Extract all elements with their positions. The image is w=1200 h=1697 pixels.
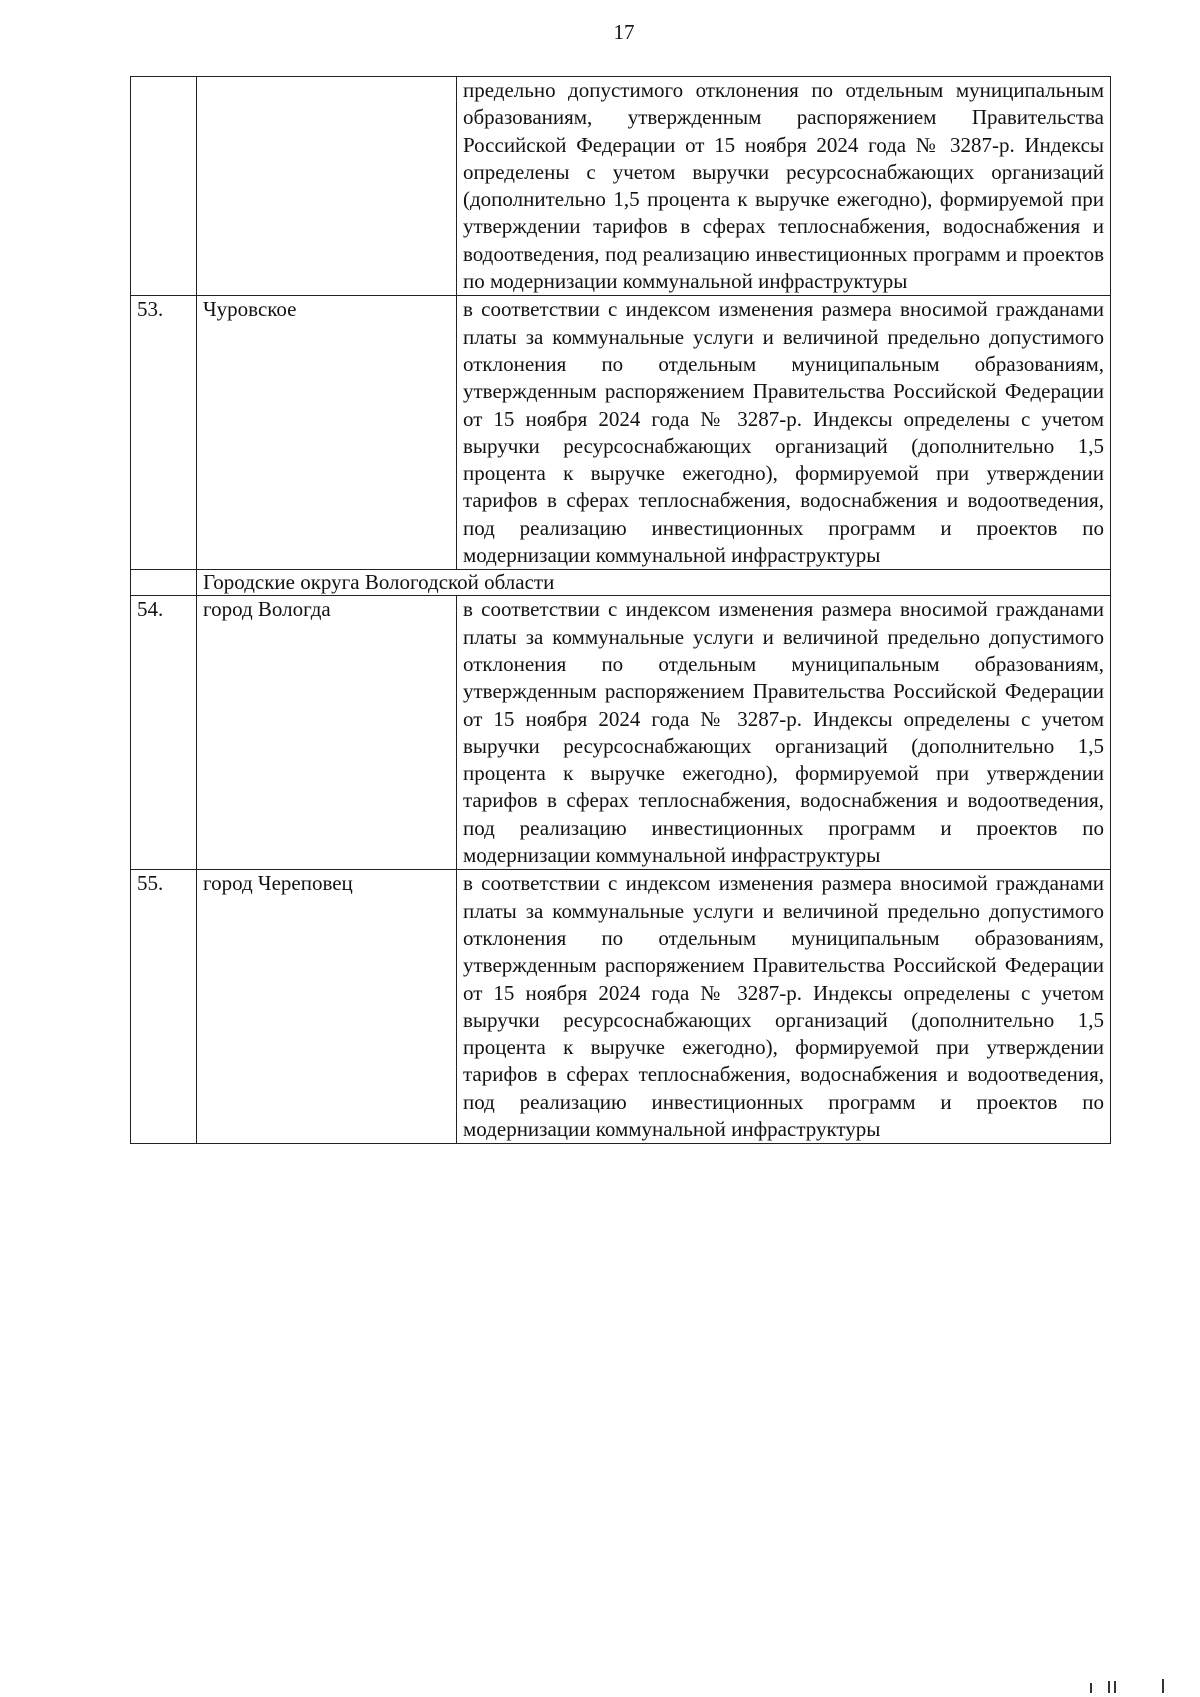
- table-row-55: [131, 870, 1111, 1144]
- municipality-name: город Вологда: [197, 596, 457, 870]
- section-row-city-districts: [131, 570, 1111, 596]
- row-description: в соответствии с индексом изменения размера вносимой гражданами платы за коммунальные услуги и величиной предельно допустимого отклонения по отдельным муниципальным образованиям, утвержденным распоряжением Правительства Российской Федерации от 15 ноября 2024 года № 3287-р. Индексы определены с учетом выручки ресурсоснабжающих организаций (дополнительно 1,5 процента к выручке ежегодно), формируемой при утверждении тарифов в сферах теплоснабжения, водоснабжения и водоотведения, под реализацию инвестиционных программ и проектов по модернизации коммунальной инфраструктуры: [457, 296, 1111, 570]
- table-row-54: [131, 596, 1111, 870]
- row-description: предельно допустимого отклонения по отдельным муниципальным образованиям, утвержденным распоряжением Правительства Российской Федерации от 15 ноября 2024 года № 3287-р. Индексы определены с учетом выручки ресурсоснабжающих организаций (дополнительно 1,5 процента к выручке ежегодно), формируемой при утверждении тарифов в сферах теплоснабжения, водоснабжения и водоотведения, под реализацию инвестиционных программ и проектов по модернизации коммунальной инфраструктуры: [457, 77, 1111, 296]
- row-number: 54.: [131, 596, 197, 870]
- section-empty-cell: [131, 570, 197, 596]
- municipality-name: Чуровское: [197, 296, 457, 570]
- scan-corner-marks: [1050, 1679, 1170, 1693]
- municipality-name: [197, 77, 457, 296]
- tariff-index-table: [130, 76, 1111, 1144]
- row-number: [131, 77, 197, 296]
- row-description: в соответствии с индексом изменения размера вносимой гражданами платы за коммунальные услуги и величиной предельно допустимого отклонения по отдельным муниципальным образованиям, утвержденным распоряжением Правительства Российской Федерации от 15 ноября 2024 года № 3287-р. Индексы определены с учетом выручки ресурсоснабжающих организаций (дополнительно 1,5 процента к выручке ежегодно), формируемой при утверждении тарифов в сферах теплоснабжения, водоснабжения и водоотведения, под реализацию инвестиционных программ и проектов по модернизации коммунальной инфраструктуры: [457, 596, 1111, 870]
- row-number: 53.: [131, 296, 197, 570]
- table-row-continuation: [131, 77, 1111, 296]
- table-row-53: [131, 296, 1111, 570]
- row-description: в соответствии с индексом изменения размера вносимой гражданами платы за коммунальные услуги и величиной предельно допустимого отклонения по отдельным муниципальным образованиям, утвержденным распоряжением Правительства Российской Федерации от 15 ноября 2024 года № 3287-р. Индексы определены с учетом выручки ресурсоснабжающих организаций (дополнительно 1,5 процента к выручке ежегодно), формируемой при утверждении тарифов в сферах теплоснабжения, водоснабжения и водоотведения, под реализацию инвестиционных программ и проектов по модернизации коммунальной инфраструктуры: [457, 870, 1111, 1144]
- section-title: Городские округа Вологодской области: [197, 570, 1111, 596]
- page-number: 17: [613, 20, 635, 44]
- municipality-name: город Череповец: [197, 870, 457, 1144]
- row-number: 55.: [131, 870, 197, 1144]
